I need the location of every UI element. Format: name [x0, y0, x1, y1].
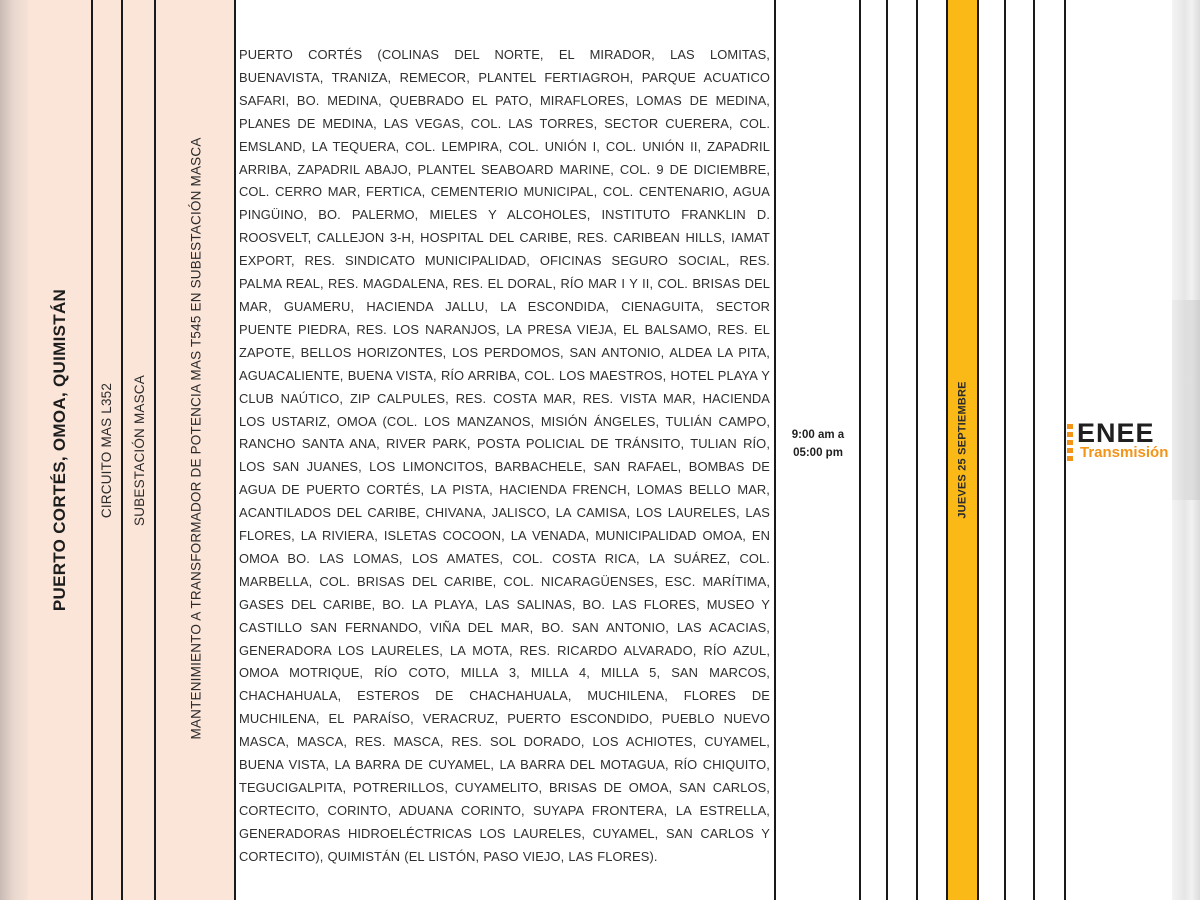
time-end: 05:00 pm [793, 447, 843, 459]
column-divider [1033, 0, 1035, 900]
column-divider [1064, 0, 1066, 900]
column-divider [886, 0, 888, 900]
circuit-cell [92, 0, 122, 900]
column-divider [916, 0, 918, 900]
enee-logo-name: ENEE [1077, 418, 1155, 448]
column-divider [1004, 0, 1006, 900]
column-divider [977, 0, 979, 900]
column-divider [154, 0, 156, 900]
enee-logo-subtitle: Transmisión [1080, 444, 1169, 461]
enee-logo-bars-icon [1067, 424, 1075, 460]
affected-areas-text: PUERTO CORTÉS (COLINAS DEL NORTE, EL MIRADOR, LAS LOMITAS, BUENAVISTA, TRANIZA, REMECOR, PLANTEL FERTIAGROH, PARQUE ACUATICO SAFARI, BO. MEDINA, QUEBRADO EL PATO, MIRAFLORES, LOMAS DE MEDINA, PLANES DE MEDINA, LAS VEGAS, COL. LAS TORRES, SECTOR CUERERA, COL. EMSLAND, LA TEQUERA, COL. LEMPIRA, COL. UNIÓN I, COL. UNIÓN II, ZAPADRIL ARRIBA, ZAPADRIL ABAJO, PLANTEL SEABOARD MARINE, COL. 9 DE DICIEMBRE, COL. CERRO MAR, FERTICA, CEMENTERIO MUNICIPAL, COL. CENTENARIO, AGUA PINGÜINO, BO. PALERMO, MIELES Y ALCOHOLES, INSTITUTO FRANKLIN D. ROOSVELT, CALLEJON 3-H, HOSPITAL DEL CARIBE, RES. CARIBEAN HILLS, IAMAT EXPORT, RES. SINDICATO MUNICIPALIDAD, OFICINAS SEGURO SOCIAL, RES. PALMA REAL, RES. MAGDALENA, RES. EL DORAL, RÍO MAR I Y II, COL. BRISAS DEL MAR, GUAMERU, HACIENDA JALLU, LA ESCONDIDA, CIENAGUITA, SECTOR PUENTE PIEDRA, RES. LOS NARANJOS, LA PRESA VIEJA, EL BALSAMO, RES. EL ZAPOTE, BELLOS HORIZONTES, LOS PERDOMOS, SAN ANTONIO, ALDEA LA PITA, AGUACALIENTE, BUENA VISTA, RÍO ARRIBA, COL. LOS MAESTROS, HOTEL PLAYA Y CLUB NAÚTICO, ZIP CALPULES, RES. COSTA MAR, RES. VISTA MAR, HACIENDA LOS USTARIZ, OMOA (COL. LOS MANZANOS, MISIÓN ÁNGELES, TULIÁN CAMPO, RANCHO SANTA ANA, RIVER PARK, POSTA POLICIAL DE TRÁNSITO, TULIAN RÍO, LOS SAN JUANES, LOS LIMONCITOS, BARBACHELE, SAN RAFAEL, BOMBAS DE AGUA DE PUERTO CORTÉS, LA PISTA, HACIENDA FRENCH, LOMAS BELLO MAR, ACANTILADOS DEL CARIBE, CHIVANA, JALISCO, LA CAMISA, LOS LAURELES, LAS FLORES, LA RIVIERA, ISLETAS COCOON, LA VENADA, MUNICIPALIDAD OMOA, EN OMOA BO. LAS LOMAS, LOS AMATES, COL. COSTA RICA, LA SUÁREZ, COL. MARBELLA, COL. BRISAS DEL CARIBE, COL. NICARAGÜENSES, ESC. MARÍTIMA, GASES DEL CARIBE, BO. LA PLAYA, LAS SALINAS, BO. LAS FLORES, MUSEO Y CASTILLO SAN FERNANDO, VIÑA DEL MAR, BO. SAN ANTONIO, LAS ACACIAS, GENERADORA LOS LAURELES, LA MOTA, RES. RICARDO ALVARADO, RÍO AZUL, OMOA MOTRIQUE, RÍO COTO, MILLA 3, MILLA 4, MILLA 5, SAN MARCOS, CHACHAHUALA, ESTEROS DE CHACHAHUALA, MUCHILENA, FLORES DE MUCHILENA, EL PARAÍSO, VERACRUZ, PUERTO ESCONDIDO, PUEBLO NUEVO MASCA, MASCA, RES. MASCA, RES. SOL DORADO, LOS ACHIOTES, CUYAMEL, BUENA VISTA, LA BARRA DE CUYAMEL, LA BARRA DEL MOTAGUA, RÍO CHIQUITO, TEGUCIGALPITA, POTRERILLOS, CUYAMELITO, BRISAS DE OMOA, SAN CARLOS, CORTECITO, CORINTO, ADUANA CORINTO, SUYAPA FRONTERA, LA ESTRELLA, GENERADORAS HIDROELÉCTRICAS LOS LAURELES, CUYAMEL, SAN CARLOS Y CORTECITO), QUIMISTÁN (EL LISTÓN, PASO VIEJO, LAS FLORES). [239, 47, 770, 864]
work-description-label: MANTENIMIENTO A TRANSFORMADOR DE POTENCIA MAS T545 EN SUBESTACIÓN MASCA [188, 136, 204, 740]
date-cell [948, 0, 978, 900]
enee-logo [1067, 420, 1177, 468]
column-divider [91, 0, 93, 900]
time-range [776, 426, 860, 462]
column-divider [946, 0, 948, 900]
date-label: JUEVES 25 SEPTIEMBRE [957, 381, 969, 519]
left-blurred-margin [0, 0, 28, 900]
municipality-label: PUERTO CORTÉS, OMOA, QUIMISTÁN [50, 288, 70, 612]
work-description-cell [156, 0, 236, 888]
substation-label: SUBESTACIÓN MASCA [131, 374, 147, 526]
column-divider [774, 0, 776, 900]
column-divider [121, 0, 123, 900]
circuit-label: CIRCUITO MAS L352 [99, 382, 115, 518]
right-blurred-margin [1172, 0, 1200, 900]
column-divider [234, 0, 236, 900]
column-divider [859, 0, 861, 900]
substation-cell [124, 0, 154, 900]
municipality-cell [28, 0, 92, 900]
time-start: 9:00 am a [791, 429, 845, 441]
